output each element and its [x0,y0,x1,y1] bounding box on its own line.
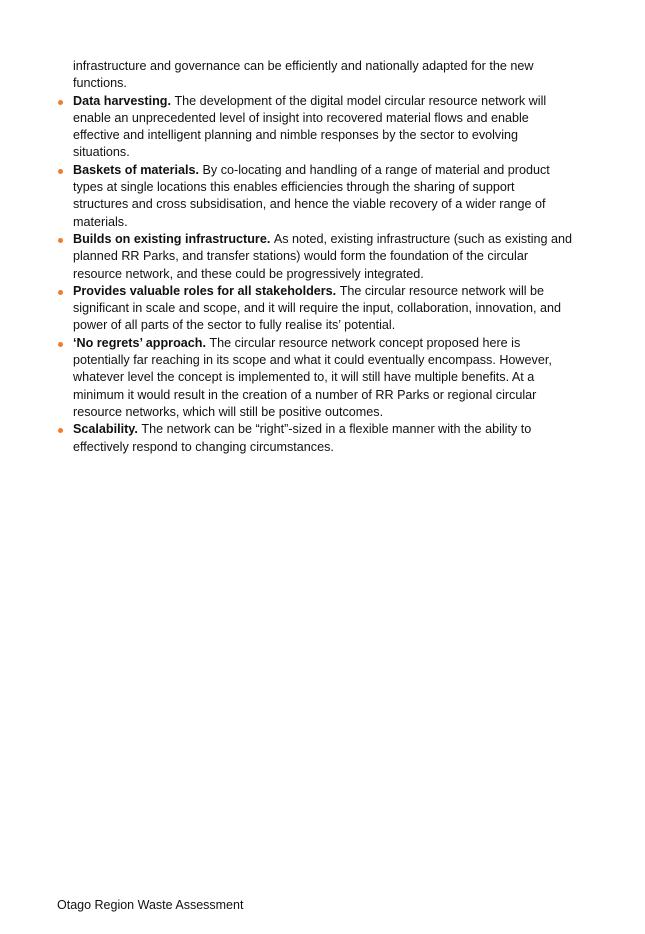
list-item-text: As noted, existing infrastructure (such as existing and planned RR Parks, and transfer stations) would form the foundation of the circular resource network, and these could be progressively integrated. [73,231,573,281]
list-item [73,162,573,231]
list-item-text: By co-locating and handling of a range of material and product types at single locations this enables efficiencies through the sharing of support structures and cross subsidisation, and hence the viable recovery of a wider range of materials. [73,162,550,229]
list-item-title: Builds on existing infrastructure. [73,231,274,246]
bullet-icon [58,100,63,105]
list-item-title: Scalability. [73,422,142,437]
bullet-icon [58,342,63,347]
list-item-text: The network can be “right”-sized in a flexible manner with the ability to effectively respond to changing circumstances. [73,422,532,454]
bullet-icon [58,428,63,433]
list-item-text: The circular resource network will be significant in scale and scope, and it will require the input, collaboration, innovation, and power of all parts of the sector to fully realise its’ potential. [73,283,561,333]
bullet-icon [58,238,63,243]
bullet-icon [58,169,63,174]
list-item-title: Baskets of materials. [73,162,203,177]
list-item [73,421,573,456]
list-item-text: The circular resource network concept proposed here is potentially far reaching in its scope and what it could eventually encompass. However, whatever level the concept is implemented to, it will still have multiple benefits. At a minimum it would result in the creation of a number of RR Parks or regional circular resource networks, which will still be positive outcomes. [73,335,552,419]
list-item-title: Data harvesting. [73,93,175,108]
benefits-list [73,93,573,456]
list-item-text: The development of the digital model circular resource network will enable an unprecedented level of insight into recovered material flows and enable effective and intelligent planning and nimble responses by the sector to evolving situations. [73,93,547,160]
list-item [73,93,573,162]
document-body [73,58,573,456]
list-item [73,283,573,335]
bullet-icon [58,290,63,295]
list-item [73,231,573,283]
list-item-title: Provides valuable roles for all stakeholders. [73,283,340,298]
list-item [73,335,573,421]
lead-paragraph: infrastructure and governance can be efficiently and nationally adapted for the new functions. [73,59,534,91]
page-footer: Otago Region Waste Assessment [57,898,244,912]
list-item-title: ‘No regrets’ approach. [73,335,210,350]
